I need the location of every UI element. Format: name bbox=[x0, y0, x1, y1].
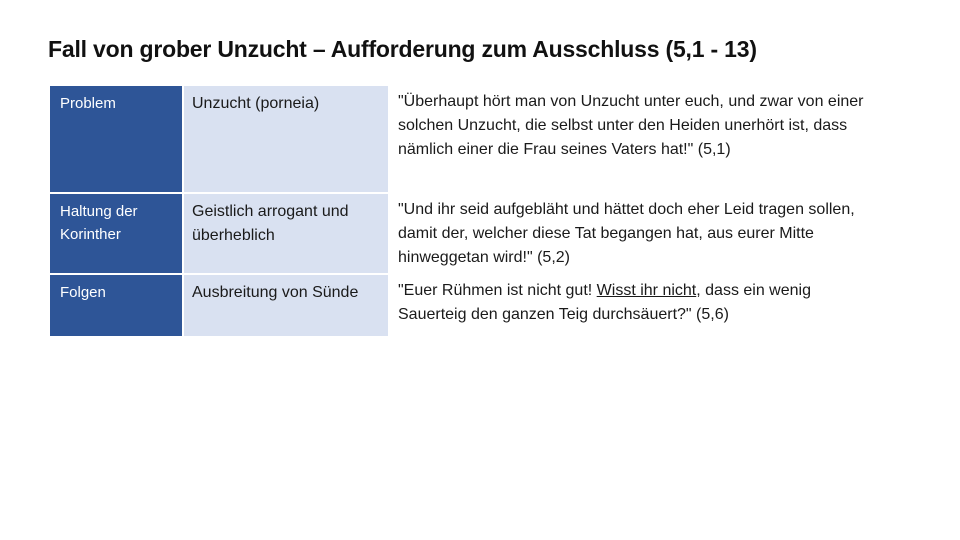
table-row bbox=[50, 275, 880, 338]
comparison-table bbox=[50, 86, 880, 338]
slide-title: Fall von grober Unzucht – Aufforderung zum Ausschluss (5,1 - 13) bbox=[48, 36, 757, 62]
row-quote: "Und ihr seid aufgebläht und hättet doch eher Leid tragen sollen, damit der, welcher diese Tat begangen hat, aus eurer Mitte hinweggetan wird!" (5,2) bbox=[388, 194, 880, 275]
quote-text: , dass ein wenig Sauerteig den ganzen Teig durchsäuert?" (5,6) bbox=[398, 282, 811, 323]
table-row bbox=[50, 194, 880, 275]
quote-underlined-text: Wisst ihr nicht bbox=[596, 282, 697, 299]
row-term: Ausbreitung von Sünde bbox=[182, 275, 388, 338]
row-label: Haltung der Korinther bbox=[50, 194, 182, 275]
table-row bbox=[50, 86, 880, 194]
row-term: Unzucht (porneia) bbox=[182, 86, 388, 194]
row-quote: "Überhaupt hört man von Unzucht unter euch, und zwar von einer solchen Unzucht, die selbst unter den Heiden unerhört ist, dass nämlich einer die Frau seines Vaters hat!" (5,1) bbox=[388, 86, 880, 194]
row-label: Problem bbox=[50, 86, 182, 194]
row-quote bbox=[388, 275, 880, 338]
row-term: Geistlich arrogant und überheblich bbox=[182, 194, 388, 275]
quote-text: "Euer Rühmen ist nicht gut! bbox=[398, 282, 597, 299]
row-label: Folgen bbox=[50, 275, 182, 338]
